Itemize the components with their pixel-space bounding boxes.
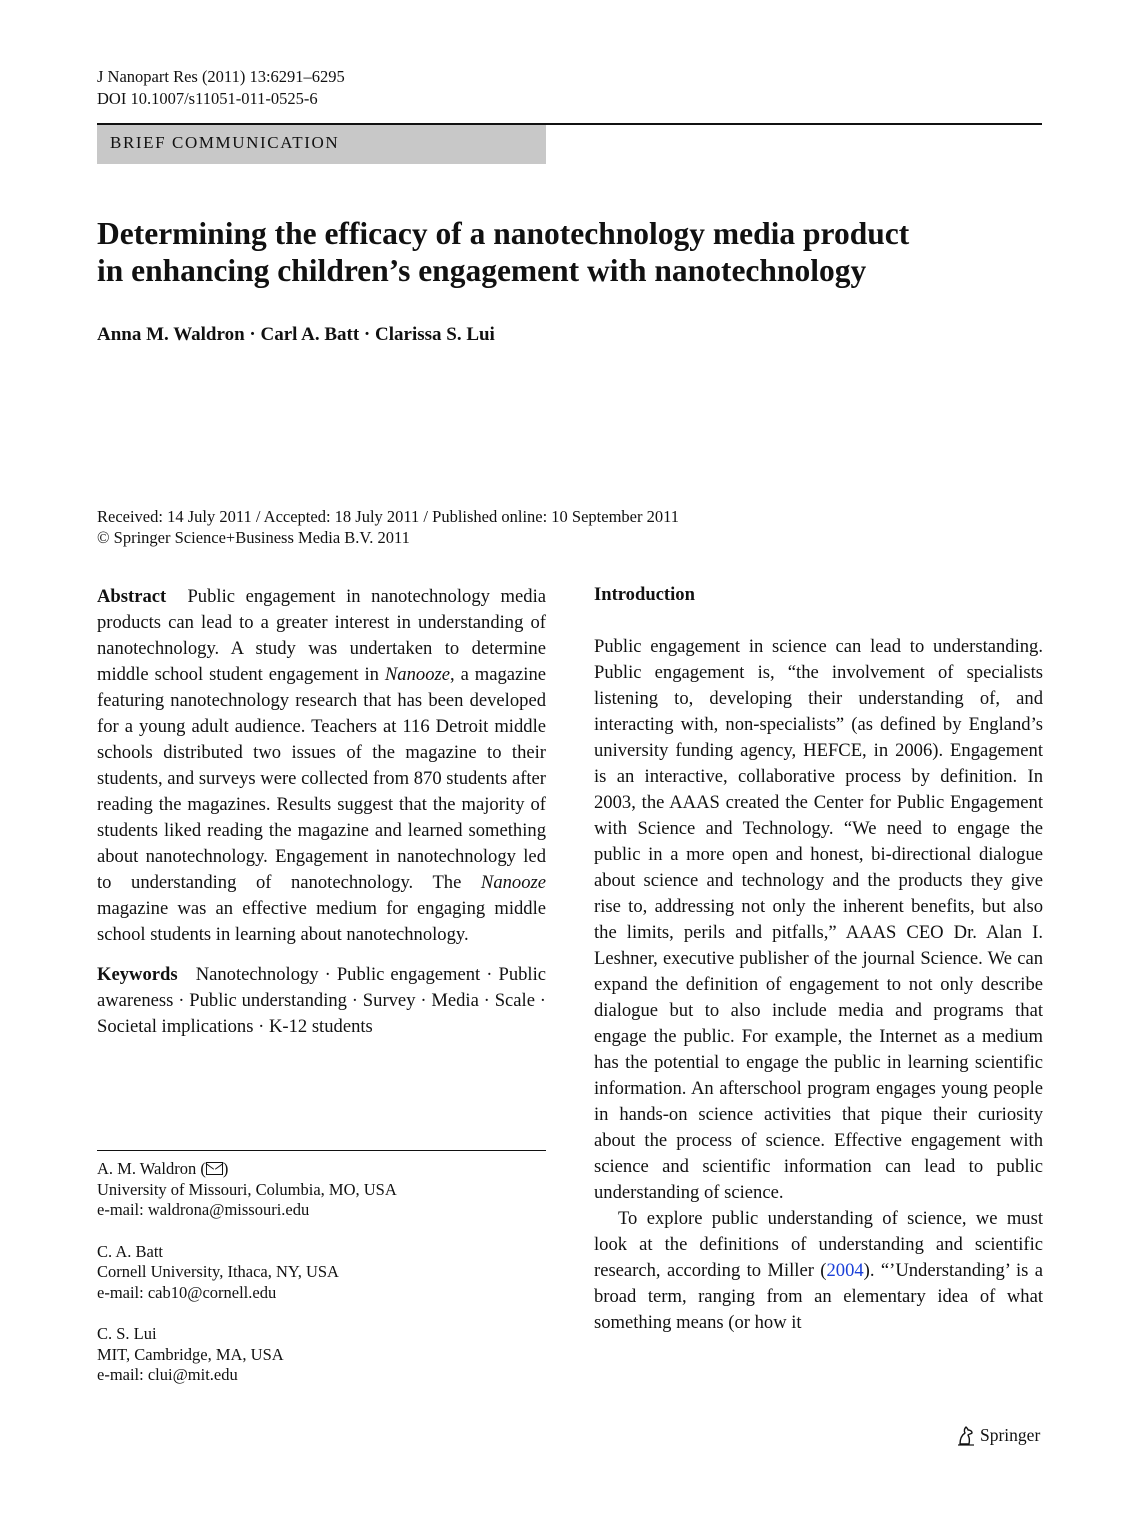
- author-email[interactable]: e-mail: cab10@cornell.edu: [97, 1282, 277, 1302]
- paragraph-text: ). “’Understanding’ is a broad term, ranging from an elementary idea of what something means (or how it: [594, 1260, 1043, 1333]
- affiliation-block: [97, 1159, 397, 1221]
- abstract-text: Public engagement in nanotechnology media products can lead to a greater interest in understanding of nanotechnology. A study was undertaken to determine middle school student engagement in: [97, 586, 546, 685]
- author-name: C. A. Batt: [97, 1241, 164, 1261]
- journal-citation: J Nanopart Res (2011) 13:6291–6295: [97, 67, 345, 86]
- abstract-label: Abstract: [97, 586, 167, 607]
- magazine-name: Nanooze: [480, 872, 546, 893]
- title-line: in enhancing children’s engagement with nanotechnology: [97, 253, 867, 288]
- abstract-text: , a magazine featuring nanotechnology research that has been developed for a young adult audience. Teachers at 116 Detroit middle schools distributed two issues of the magazine to their students, and surveys were collected from 870 students after reading the magazines. Results suggest that the majority of students liked reading the magazine and learned something about nanotechnology. Engagement in nanotechnology led to understanding of nanotechnology. The: [97, 664, 547, 893]
- intro-paragraph: [594, 1206, 1043, 1336]
- doi: DOI 10.1007/s11051-011-0525-6: [97, 89, 318, 108]
- copyright-line: © Springer Science+Business Media B.V. 2011: [97, 528, 410, 547]
- author-name: C. S. Lui: [97, 1324, 157, 1343]
- citation-link[interactable]: 2004: [826, 1260, 864, 1281]
- keywords-list: Nanotechnology · Public engagement · Public awareness · Public understanding · Survey · Media · Scale · Societal implications · K-12 students: [97, 964, 546, 1037]
- springer-horse-icon: [956, 1424, 976, 1446]
- abstract-text: magazine was an effective medium for engaging middle school students in learning about nanotechnology.: [97, 898, 546, 945]
- journal-info: [97, 66, 345, 110]
- affiliation-block: [97, 1324, 397, 1386]
- keywords-label: Keywords: [97, 964, 178, 985]
- paper-title: [97, 215, 1042, 289]
- title-line: Determining the efficacy of a nanotechnology media product: [97, 216, 910, 251]
- affiliations: [97, 1159, 397, 1407]
- affiliation-rule: [97, 1150, 546, 1151]
- affiliation-block: [97, 1242, 397, 1304]
- section-banner-label: BRIEF COMMUNICATION: [110, 133, 340, 152]
- keywords: [97, 962, 546, 1040]
- author-institution: MIT, Cambridge, MA, USA: [97, 1344, 284, 1364]
- abstract: [97, 584, 546, 948]
- section-banner: [97, 125, 546, 164]
- author-institution: University of Missouri, Columbia, MO, USA: [97, 1179, 397, 1199]
- affiliation-name-line: A. M. Waldron ( ): [97, 1159, 229, 1178]
- left-column: [97, 584, 546, 1040]
- author-list: Anna M. Waldron · Carl A. Batt · Clarissa S. Lui: [97, 324, 495, 345]
- intro-paragraph: Public engagement in science can lead to understanding. Public engagement is, “the involvement of specialists listening to, developing their understanding of, and interacting with, non-specialists” (as defined by England’s university funding agency, HEFCE, in 2006). Engagement is an interactive, collaborative process by definition. In 2003, the AAAS created the Center for Public Engagement with Science and Technology. “We need to engage the public in a more open and honest, bi-directional dialogue about science and technology and the products they give rise to, addressing not only the inherent benefits, but also the limits, perils and pitfalls,” AAAS CEO Dr. Alan I. Leshner, executive publisher of the journal Science. We can expand the definition of engagement to not only describe dialogue but to also include media and programs that engage the public. For example, the Internet as a medium has the potential to engage the public in learning scientific information. An afterschool program engages young people in hands-on science activities that pique their curiosity about the process of science. Effective engagement with science and scientific information can lead to public understanding of science.: [594, 636, 1043, 1203]
- publisher-logo: [956, 1424, 1040, 1446]
- author-email[interactable]: e-mail: waldrona@missouri.edu: [97, 1200, 310, 1219]
- right-column: [594, 582, 1043, 1336]
- author-institution: Cornell University, Ithaca, NY, USA: [97, 1262, 339, 1281]
- publication-dates: [97, 506, 679, 548]
- envelope-icon: [206, 1162, 223, 1175]
- author-name: A. M. Waldron: [97, 1159, 197, 1178]
- publisher-name: Springer: [980, 1424, 1041, 1445]
- dates-line: Received: 14 July 2011 / Accepted: 18 July 2011 / Published online: 10 September 2011: [97, 507, 680, 526]
- author-email[interactable]: e-mail: clui@mit.edu: [97, 1365, 238, 1384]
- magazine-name: Nanooze: [384, 664, 450, 685]
- paragraph-text: To explore public understanding of science, we must look at the definitions of understanding and scientific research, according to Miller (: [594, 1208, 1043, 1281]
- section-heading: Introduction: [594, 584, 695, 605]
